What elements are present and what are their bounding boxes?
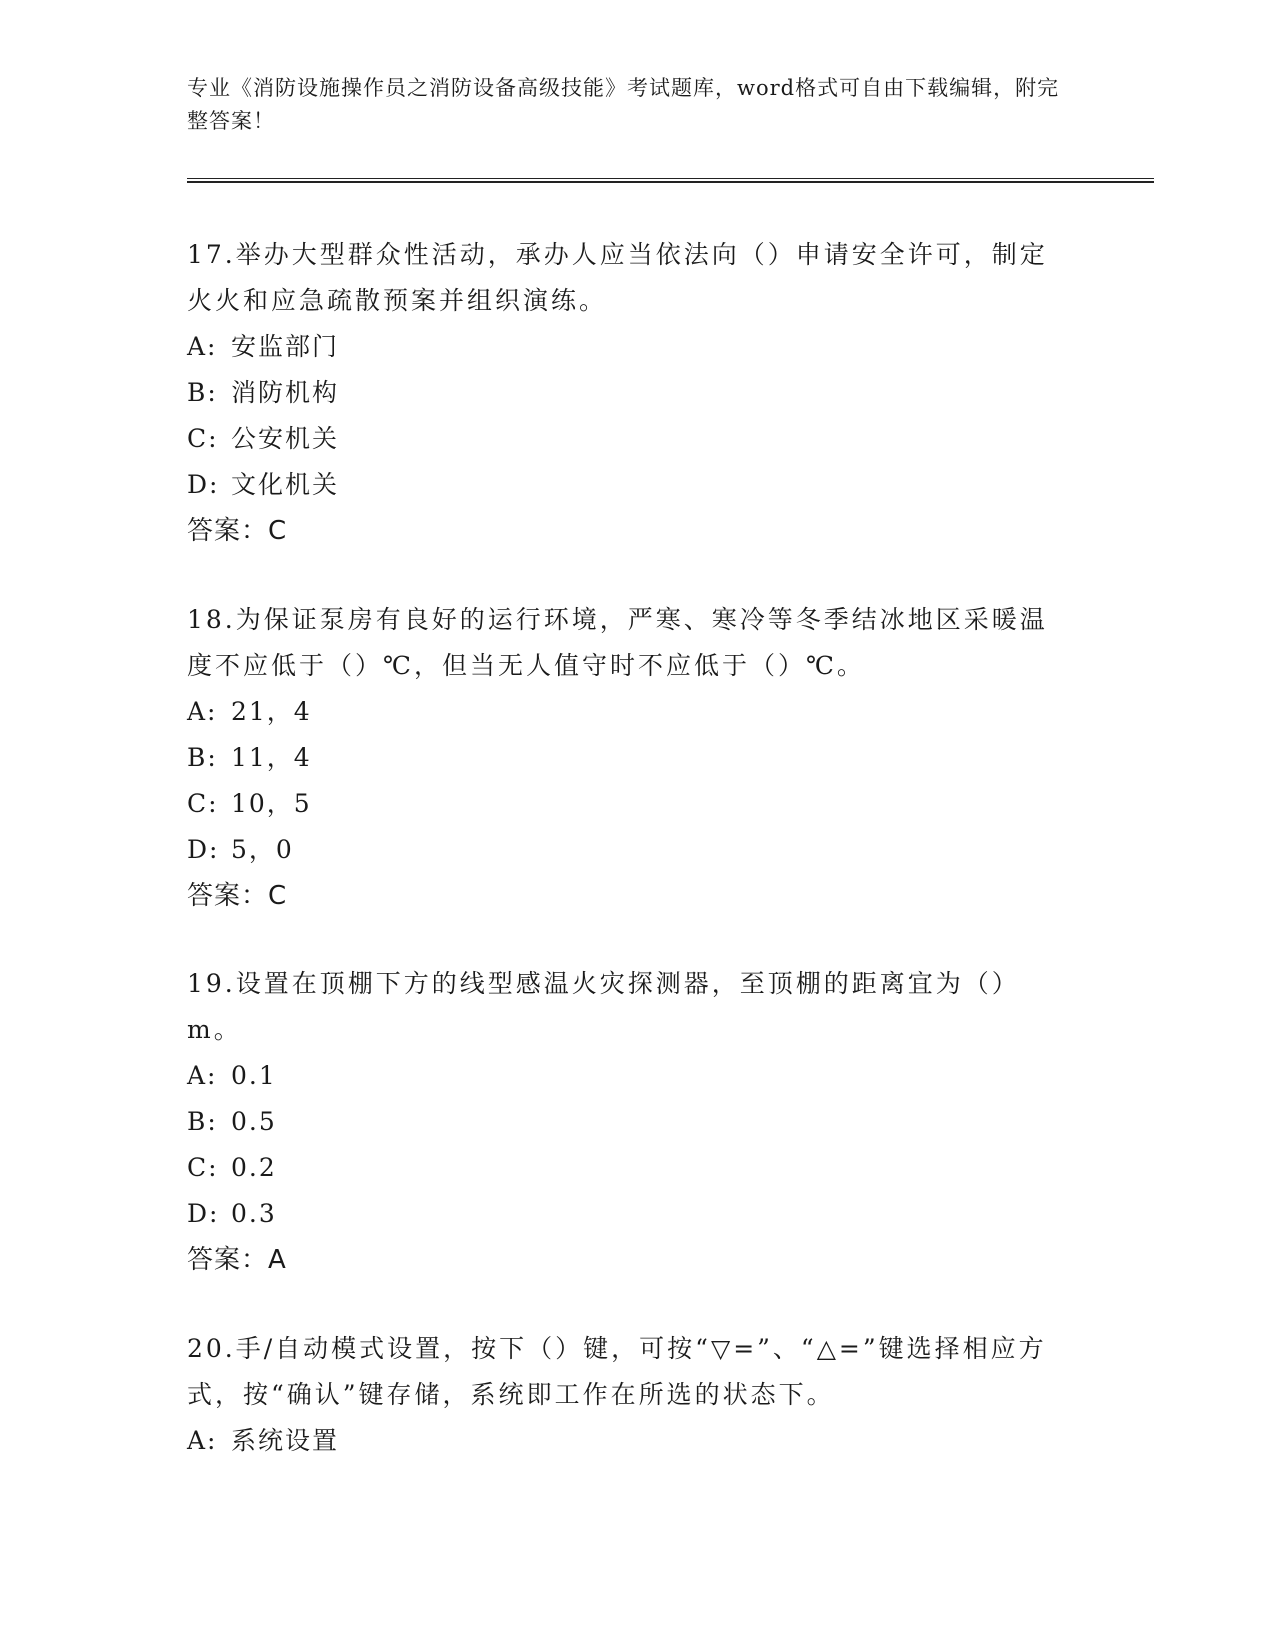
option-letter: A: (187, 1426, 218, 1455)
option-text: 0.5 (231, 1107, 277, 1136)
header-divider (187, 181, 1154, 183)
option-text: 0.2 (231, 1153, 277, 1182)
option-letter: A: (187, 332, 218, 361)
option-text: 系统设置 (231, 1426, 340, 1455)
question-stem: 20.手/自动模式设置，按下（）键，可按“▽=”、“△=”键选择相应方式，按“确认”键存储，系统即工作在所选的状态下。 (187, 1334, 1047, 1409)
option-text: 11，4 (231, 743, 312, 772)
option-letter: B: (187, 1107, 218, 1136)
option-a (187, 324, 1067, 370)
option-text: 0.1 (231, 1061, 277, 1090)
answer-line: 答案：C (187, 516, 288, 546)
option-text: 5，0 (231, 835, 294, 864)
header-divider (187, 178, 1154, 179)
option-d (187, 1191, 1067, 1237)
option-text: 21，4 (231, 697, 312, 726)
question-stem: 19.设置在顶棚下方的线型感温火灾探测器，至顶棚的距离宜为（）m。 (187, 969, 1020, 1044)
option-c (187, 416, 1067, 462)
option-letter: D: (187, 835, 220, 864)
option-letter: A: (187, 1061, 218, 1090)
document-intro: 专业《消防设施操作员之消防设备高级技能》考试题库，word格式可自由下载编辑，附完整答案！ (187, 76, 1060, 133)
option-text: 10，5 (231, 789, 312, 818)
option-b (187, 370, 1067, 416)
option-b (187, 1099, 1067, 1145)
option-text: 消防机构 (231, 378, 340, 407)
option-letter: D: (187, 1199, 220, 1228)
option-a (187, 1418, 1067, 1464)
option-letter: C: (187, 424, 219, 453)
option-letter: C: (187, 789, 219, 818)
answer-line: 答案：A (187, 1245, 287, 1275)
option-b (187, 735, 1067, 781)
question-stem: 18.为保证泵房有良好的运行环境，严寒、寒冷等冬季结冰地区采暖温度不应低于（）℃，但当无人值守时不应低于（）℃。 (187, 605, 1048, 680)
answer-line: 答案：C (187, 881, 288, 911)
option-letter: B: (187, 378, 218, 407)
option-letter: D: (187, 470, 220, 499)
option-text: 安监部门 (231, 332, 340, 361)
option-c (187, 781, 1067, 827)
question-19 (187, 961, 1067, 1283)
option-a (187, 1053, 1067, 1099)
option-d (187, 462, 1067, 508)
question-18 (187, 597, 1067, 919)
question-stem: 17.举办大型群众性活动，承办人应当依法向（）申请安全许可，制定火火和应急疏散预案并组织演练。 (187, 240, 1048, 315)
option-a (187, 689, 1067, 735)
option-text: 0.3 (231, 1199, 277, 1228)
question-20 (187, 1326, 1067, 1464)
option-letter: A: (187, 697, 218, 726)
option-text: 文化机关 (231, 470, 340, 499)
option-letter: B: (187, 743, 218, 772)
option-d (187, 827, 1067, 873)
option-c (187, 1145, 1067, 1191)
option-text: 公安机关 (231, 424, 340, 453)
option-letter: C: (187, 1153, 219, 1182)
question-17 (187, 232, 1067, 554)
